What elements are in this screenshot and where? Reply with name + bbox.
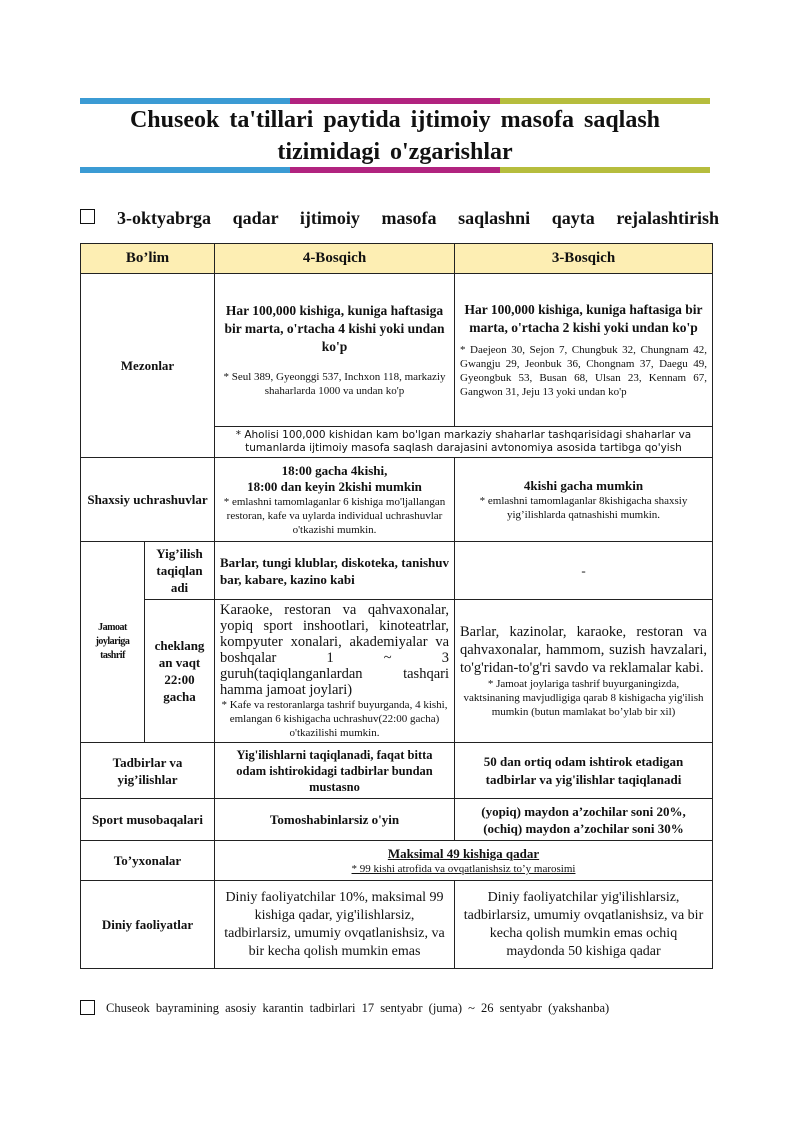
checkbox-icon-footer — [80, 1000, 95, 1015]
header-4-bosqich: 4-Bosqich — [215, 244, 455, 274]
shaxsiy-4-main1: 18:00 gacha 4kishi, — [281, 462, 388, 478]
jamoat-1-4: Barlar, tungi klublar, diskoteka, tanishuv bar, kabare, kazino kabi — [215, 542, 455, 600]
sport-3-line1: (yopiq) maydon a’zochilar soni 20%, — [481, 803, 686, 819]
label-diniy: Diniy faoliyatlar — [81, 881, 215, 969]
tadbirlar-3: 50 dan ortiq odam ishtirok etadigan tadbirlar va yig'ilishlar taqiqlanadi — [455, 743, 713, 799]
bottom-color-bar — [80, 167, 710, 173]
row-shaxsiy — [81, 458, 713, 542]
cell-toyxonalar — [215, 841, 713, 881]
label-toyxonalar: To’yxonalar — [81, 841, 215, 881]
label-sport: Sport musobaqalari — [81, 799, 215, 841]
row-diniy — [81, 881, 713, 969]
mezonlar-3-main: Har 100,000 kishiga, kuniga haftasiga bir marta, o'rtacha 2 kishi yoki undan ko'p — [464, 302, 703, 335]
cell-jamoat-2-3 — [455, 600, 713, 743]
row-sport — [81, 799, 713, 841]
table-header-row — [81, 244, 713, 274]
label-jamoat-taqiqlangan: Yig’ilish taqiqlan adi — [145, 542, 215, 600]
row-tadbirlar — [81, 743, 713, 799]
mezonlar-4-note: * Seul 389, Gyeonggi 537, Inchxon 118, markaziy shaharlarda 1000 va undan ko'p — [223, 371, 446, 397]
cell-shaxsiy-3 — [455, 458, 713, 542]
checkbox-icon — [80, 209, 95, 224]
diniy-3: Diniy faoliyatchilar yig'ilishlarsiz, tadbirlarsiz, umumiy ovqatlanishsiz, va bir kecha qolish mumkin emas ochiq maydonda 50 kishiga qadar — [455, 881, 713, 969]
mezonlar-4-main: Har 100,000 kishiga, kuniga haftasiga bir marta, o'rtacha 4 kishi yoki undan ko'p — [224, 303, 445, 354]
toyxonalar-note: * 99 kishi atrofida va ovqatlanishsiz to’y marosimi — [351, 863, 576, 875]
page-title: Chuseok ta'tillari paytida ijtimoiy masofa saqlash tizimidagi o'zgarishlar — [129, 107, 661, 165]
tadbirlar-4: Yig'ilishlarni taqiqlanadi, faqat bitta odam ishtirokidagi tadbirlar bundan mustasno — [215, 743, 455, 799]
header-bolim: Bo’lim — [81, 244, 215, 274]
mezonlar-3-note: * Daejeon 30, Sejon 7, Chungbuk 32, Chungnam 42, Gwangju 29, Jeonbuk 36, Chongnam 37, Daegu 49, Gyeongbuk 53, Busan 68, Ulsan 23, Kennam 67, Gangwon 31, Jeju 13 yoki undan ko'p — [460, 344, 707, 398]
shaxsiy-3-note: * emlashni tamomlaganlar 8kishigacha shaxsiy yig’ilishlarda qatnashishi mumkin. — [479, 494, 688, 521]
jamoat-1-3: - — [455, 542, 713, 600]
jamoat-2-3-note: * Jamoat joylariga tashrif buyurganingizda, vaktsinaning mavjudligiga qarab 8 kishigacha yig'ilish mumkin (butun mamlakat bo’ylab bir xil) — [463, 678, 704, 718]
cell-sport-3 — [455, 799, 713, 841]
cell-jamoat-2-4 — [215, 600, 455, 743]
cell-mezonlar-4 — [215, 274, 455, 427]
label-jamoat: Jamoat joylariga tashrif — [81, 542, 145, 743]
mezonlar-shared-note: * Aholisi 100,000 kishidan kam bo'lgan markaziy shaharlar tashqarisidagi shaharlar va tumanlarda ijtimoiy masofa saqlash darajasini avtonomiya asosida tartibga qo'yish — [215, 427, 713, 458]
label-jamoat-cheklangan: cheklang an vaqt 22:00 gacha — [145, 600, 215, 743]
sport-4: Tomoshabinlarsiz o'yin — [215, 799, 455, 841]
row-jamoat-2 — [81, 600, 713, 743]
row-mezonlar — [81, 274, 713, 427]
jamoat-2-4-main: Karaoke, restoran va qahvaxonalar, yopiq sport inshootlari, kinoteatrlar, kompyuter xonalari, akademiyalar va boshqalar 1 ~ 3 guruh(taqiqlanganlardan tashqari hamma jamoat joylari) — [220, 602, 449, 698]
toyxonalar-main: Maksimal 49 kishiga qadar — [387, 846, 540, 861]
shaxsiy-3-main: 4kishi gacha mumkin — [523, 477, 644, 493]
jamoat-2-4-note: * Kafe va restoranlarga tashrif buyurganda, 4 kishi, emlangan 6 kishigacha uchrashuv(22:00 gacha) o'tkazilishi mumkin. — [221, 699, 448, 739]
shaxsiy-4-main2: 18:00 dan keyin 2kishi mumkin — [247, 478, 422, 494]
section-subtitle: 3-oktyabrga qadar ijtimoiy masofa saqlashni qayta rejalashtirish — [117, 208, 719, 228]
jamoat-2-3-main: Barlar, kazinolar, karaoke, restoran va qahvaxonalar, hammom, suzish havzalari, to'g'ridan-to'g'ri savdo va reklamalar kabi. — [460, 624, 707, 676]
label-mezonlar: Mezonlar — [81, 274, 215, 458]
cell-shaxsiy-4 — [215, 458, 455, 542]
rules-table — [80, 243, 713, 969]
footer-note: Chuseok bayramining asosiy karantin tadbirlari 17 sentyabr (juma) ~ 26 sentyabr (yakshanba) — [106, 1001, 610, 1015]
row-jamoat-1 — [81, 542, 713, 600]
label-tadbirlar: Tadbirlar va yig’ilishlar — [81, 743, 215, 799]
shaxsiy-4-note: * emlashni tamomlaganlar 6 kishiga mo'ljallangan restoran, kafe va uylarda individual uchrashuvlar o'tkazishi mumkin. — [223, 495, 446, 536]
diniy-4: Diniy faoliyatchilar 10%, maksimal 99 kishiga qadar, yig'ilishlarsiz, tadbirlarsiz, umumiy ovqatlanishsiz, va bir kecha qolish mumkin emas — [215, 881, 455, 969]
header-3-bosqich: 3-Bosqich — [455, 244, 713, 274]
row-toyxonalar — [81, 841, 713, 881]
label-shaxsiy: Shaxsiy uchrashuvlar — [81, 458, 215, 542]
cell-mezonlar-3 — [455, 274, 713, 427]
sport-3-line2: (ochiq) maydon a’zochilar soni 30% — [483, 820, 684, 836]
